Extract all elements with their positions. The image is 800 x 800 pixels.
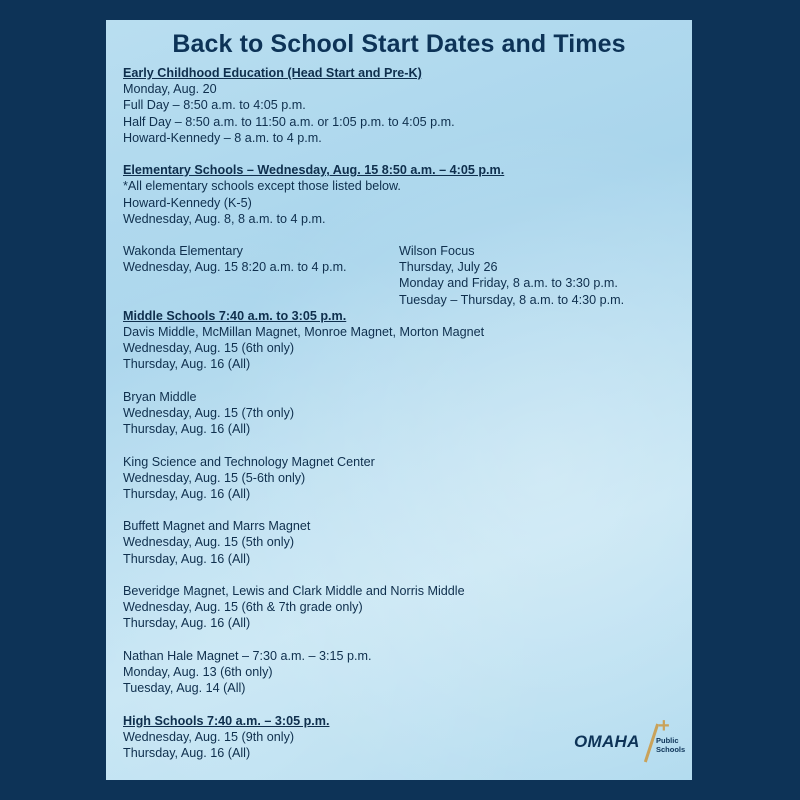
early-childhood-heading: Early Childhood Education (Head Start and Pre-K)	[123, 66, 422, 80]
middle-line: Thursday, Aug. 16 (All)	[123, 422, 251, 437]
elementary-line: Howard-Kennedy (K-5)	[123, 195, 252, 210]
middle-line: Wednesday, Aug. 15 (5-6th only)	[123, 470, 306, 485]
spacer	[123, 227, 683, 243]
wilson-block	[399, 243, 624, 308]
spacer	[123, 502, 683, 518]
logo-plus-icon: +	[658, 715, 670, 737]
early-line: Half Day – 8:50 a.m. to 11:50 a.m. or 1:05 p.m. to 4:05 p.m.	[123, 114, 455, 129]
middle-line: Thursday, Aug. 16 (All)	[123, 357, 251, 372]
middle-heading: Middle Schools 7:40 a.m. to 3:05 p.m.	[123, 308, 347, 323]
wilson-line: Thursday, July 26	[399, 260, 498, 275]
wakonda-line: Wednesday, Aug. 15 8:20 a.m. to 4 p.m.	[123, 260, 347, 275]
high-line: Wednesday, Aug. 15 (9th only)	[123, 729, 295, 744]
flyer-sheet	[106, 20, 692, 780]
spacer	[123, 567, 683, 583]
middle-line: Beveridge Magnet, Lewis and Clark Middle and Norris Middle	[123, 584, 465, 599]
flyer-title: Back to School Start Dates and Times	[172, 30, 626, 58]
logo-sub-line: Schools	[656, 744, 686, 754]
middle-line: Tuesday, Aug. 14 (All)	[123, 681, 246, 696]
middle-line: Wednesday, Aug. 15 (6th & 7th grade only)	[123, 600, 363, 615]
middle-line: Thursday, Aug. 16 (All)	[123, 616, 251, 631]
middle-line: King Science and Technology Magnet Center	[123, 454, 375, 469]
spacer	[123, 146, 683, 162]
middle-line: Thursday, Aug. 16 (All)	[123, 551, 251, 566]
omaha-public-schools-logo	[572, 715, 686, 767]
middle-line: Davis Middle, McMillan Magnet, Monroe Magnet, Morton Magnet	[123, 325, 485, 340]
early-line: Monday, Aug. 20	[123, 82, 217, 97]
early-line: Full Day – 8:50 a.m. to 4:05 p.m.	[123, 98, 306, 113]
elementary-exceptions	[123, 243, 683, 308]
spacer	[123, 437, 683, 453]
early-line: Howard-Kennedy – 8 a.m. to 4 p.m.	[123, 130, 322, 145]
logo-wordmark: OMAHA	[574, 732, 640, 751]
wilson-line: Wilson Focus	[399, 244, 475, 259]
elementary-line: *All elementary schools except those listed below.	[123, 179, 401, 194]
middle-line: Buffett Magnet and Marrs Magnet	[123, 519, 311, 534]
middle-line: Nathan Hale Magnet – 7:30 a.m. – 3:15 p.m.	[123, 648, 372, 663]
elementary-heading: Elementary Schools – Wednesday, Aug. 15 8:50 a.m. – 4:05 p.m.	[123, 163, 505, 178]
high-heading: High Schools 7:40 a.m. – 3:05 p.m.	[123, 713, 330, 728]
wakonda-line: Wakonda Elementary	[123, 244, 243, 259]
elementary-line: Wednesday, Aug. 8, 8 a.m. to 4 p.m.	[123, 211, 326, 226]
middle-line: Wednesday, Aug. 15 (6th only)	[123, 341, 295, 356]
logo-sub-line: Public	[656, 736, 679, 745]
spacer	[123, 632, 683, 648]
middle-line: Bryan Middle	[123, 389, 197, 404]
high-line: Thursday, Aug. 16 (All)	[123, 745, 251, 760]
middle-line: Monday, Aug. 13 (6th only)	[123, 664, 273, 679]
schedule-content	[123, 65, 686, 761]
wilson-line: Monday and Friday, 8 a.m. to 3:30 p.m.	[399, 276, 618, 291]
wilson-line: Tuesday – Thursday, 8 a.m. to 4:30 p.m.	[399, 292, 625, 307]
spacer	[123, 696, 683, 712]
middle-line: Wednesday, Aug. 15 (5th only)	[123, 535, 295, 550]
middle-line: Wednesday, Aug. 15 (7th only)	[123, 405, 295, 420]
middle-line: Thursday, Aug. 16 (All)	[123, 486, 251, 501]
spacer	[123, 373, 683, 389]
logo-subtitle	[656, 737, 685, 754]
wakonda-block	[123, 243, 347, 275]
